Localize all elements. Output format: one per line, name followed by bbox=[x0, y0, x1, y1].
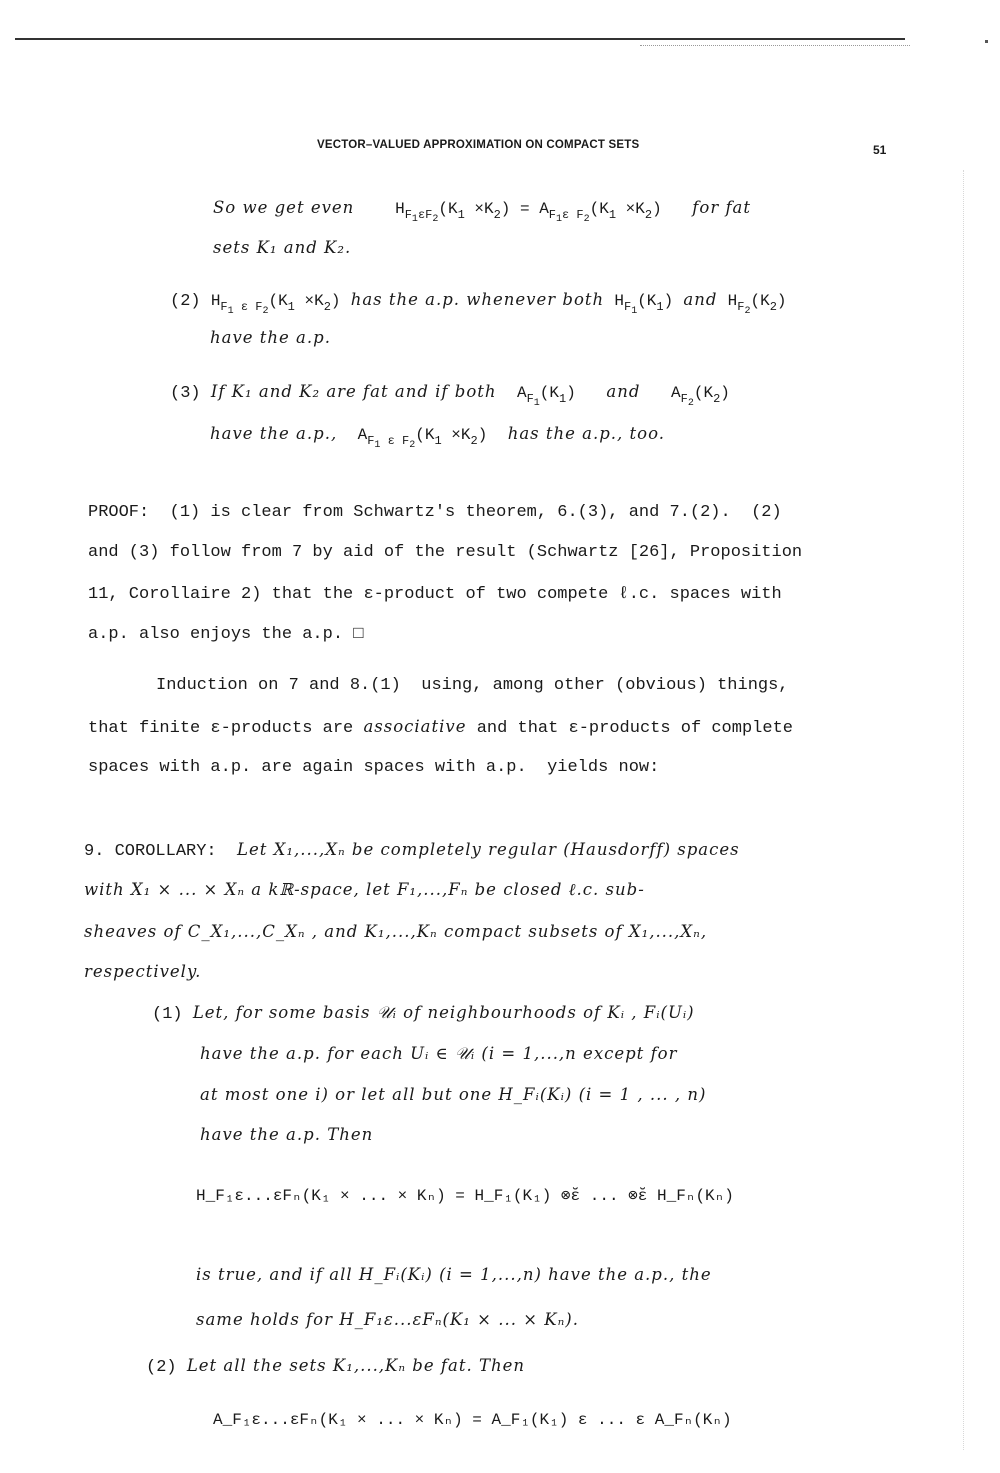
corollary-line1-text: Let X₁,...,Xₙ be completely regular (Hausdorff) spaces bbox=[237, 840, 740, 859]
proof-line-2: and (3) follow from 7 by aid of the result (Schwartz [26], Proposition bbox=[88, 543, 803, 562]
induction-line-2b: and that ε-products of complete bbox=[466, 719, 793, 738]
corollary-line-4: respectively. bbox=[84, 962, 202, 981]
corollary-label: 9. COROLLARY: bbox=[84, 842, 217, 861]
item3-number: (3) bbox=[170, 384, 201, 403]
cor-item2-number: (2) bbox=[146, 1358, 177, 1377]
induction-line-1: Induction on 7 and 8.(1) using, among other (obvious) things, bbox=[156, 676, 789, 695]
running-title: VECTOR–VALUED APPROXIMATION ON COMPACT SETS bbox=[317, 139, 640, 151]
corollary-eq-2: A_F₁ε...εFₙ(K₁ × ... × Kₙ) = A_F₁(K₁) ε ... ε A_Fₙ(Kₙ) bbox=[213, 1411, 732, 1429]
proof-line-4: a.p. also enjoys the a.p. □ bbox=[88, 625, 364, 644]
theorem-intro: So we get even bbox=[213, 198, 355, 217]
theorem-eq-line: So we get even $H_{F_1\varepsilon F_2}(K_1 \times K_2) = A_{F_1\varepsilon F_2}(K_1 \times K_2)$ for fat bbox=[213, 198, 752, 225]
induction-line-2 bbox=[88, 717, 793, 739]
cor-item2-line1: Let all the sets K₁,...,Kₙ be fat. Then bbox=[186, 1356, 525, 1375]
theorem-item-2: (2) $H_{F_1 \varepsilon F_2}(K_1 \times K_2)$ has the a.p. whenever both $H_{F_1}(K_1)$ and $H_{F_2}(K_2)$ bbox=[170, 290, 787, 317]
corollary-item-1 bbox=[152, 1003, 695, 1025]
cor-item1-line3: at most one i) or let all but one H_Fᵢ(Kᵢ) (i = 1 , ... , n) bbox=[200, 1085, 707, 1104]
item2-number: (2) bbox=[170, 292, 201, 311]
page-number: 51 bbox=[873, 143, 887, 157]
cor-after-eq1-line2: same holds for H_F₁ε...εFₙ(K₁ × ... × Kₙ). bbox=[196, 1310, 579, 1329]
item3-line2a: have the a.p., bbox=[210, 424, 338, 443]
scan-top-rule-faint bbox=[640, 45, 910, 46]
scan-edge-mark bbox=[985, 40, 988, 43]
scan-top-rule bbox=[15, 38, 905, 40]
corollary-line-3: sheaves of C_X₁,...,C_Xₙ , and K₁,...,Kₙ compact subsets of X₁,...,Xₙ, bbox=[84, 922, 708, 941]
item2-line2: have the a.p. bbox=[210, 328, 331, 347]
proof-line-1: PROOF: (1) is clear from Schwartz's theorem, 6.(3), and 7.(2). (2) bbox=[88, 503, 782, 522]
cor-item1-line2: have the a.p. for each Uᵢ ∈ 𝒰ᵢ (i = 1,...,n except for bbox=[200, 1044, 678, 1063]
item3-line2: have the a.p., $A_{F_1 \varepsilon F_2}(K_1 \times K_2)$ has the a.p., too. bbox=[210, 424, 665, 451]
item2-and: and bbox=[683, 290, 718, 309]
scan-edge-line bbox=[963, 170, 964, 1450]
cor-item1-line4: have the a.p. Then bbox=[200, 1125, 374, 1144]
corollary-item-2 bbox=[146, 1356, 525, 1378]
theorem-eq-tail: for fat bbox=[692, 198, 752, 217]
item3-line2b: has the a.p., too. bbox=[507, 424, 665, 443]
theorem-item-3: (3) If K₁ and K₂ are fat and if both $A_{F_1}(K_1)$ and $A_{F_2}(K_2)$ bbox=[170, 382, 730, 409]
corollary-eq-1: H_F₁ε...εFₙ(K₁ × ... × Kₙ) = H_F₁(K₁) ⊗̆ε ... ⊗̆ε H_Fₙ(Kₙ) bbox=[196, 1187, 734, 1205]
cor-item1-line1: Let, for some basis 𝒰ᵢ of neighbourhoods of Kᵢ , Fᵢ(Uᵢ) bbox=[192, 1003, 695, 1022]
corollary-line-2: with X₁ × ... × Xₙ a kℝ-space, let F₁,...,Fₙ be closed ℓ.c. sub- bbox=[84, 880, 645, 899]
corollary-line-1 bbox=[84, 840, 740, 862]
cor-item1-number: (1) bbox=[152, 1005, 183, 1024]
cor-after-eq1-line1: is true, and if all H_Fᵢ(Kᵢ) (i = 1,...,n) have the a.p., the bbox=[196, 1265, 712, 1284]
theorem-sets-line: sets K₁ and K₂. bbox=[213, 238, 352, 257]
induction-line-2a: that finite ε-products are bbox=[88, 719, 364, 738]
proof-line-3: 11, Corollaire 2) that the ε-product of two compete ℓ.c. spaces with bbox=[88, 585, 782, 604]
induction-italic: associative bbox=[363, 717, 467, 736]
item3-and: and bbox=[606, 382, 641, 401]
item3-text: If K₁ and K₂ are fat and if both bbox=[210, 382, 497, 401]
item2-text: has the a.p. whenever both bbox=[350, 290, 605, 309]
induction-line-3: spaces with a.p. are again spaces with a.p. yields now: bbox=[88, 758, 660, 777]
